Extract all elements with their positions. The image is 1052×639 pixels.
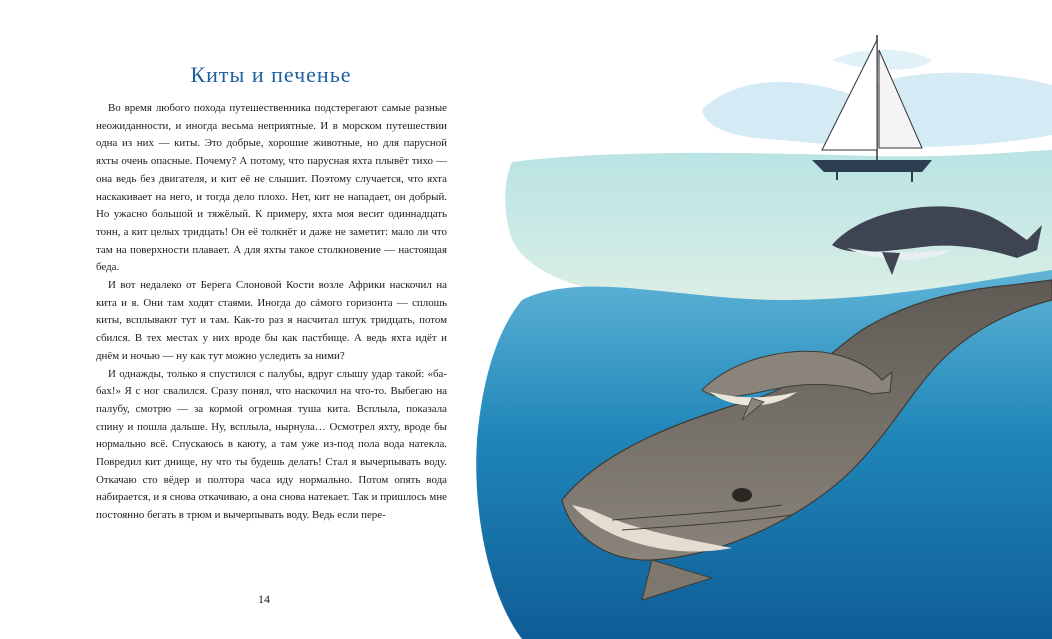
body-text <box>96 100 447 525</box>
left-page <box>0 0 520 639</box>
illustration-svg <box>452 0 1052 639</box>
paragraph: И однажды, только я спустился с палубы, вдруг слышу удар такой: «ба-бах!» Я с ног свалился. Сразу понял, что наскочил на что-то. Выбегаю на палубу, смотрю — за кормой огромная туша кита. Всплыла, показала спину и пошла дальше. Ну, всплыла, нырнула… Осмотрел яхту, вроде бы нормально всё. Спускаюсь в каюту, а там уже из-под пола вода натекла. Повредил кит днище, ну что ты будешь делать! Стал я вычерпывать воду. Откачаю сто вёдер и полтора часа иду нормально. Потом опять вода набирается, и я снова откачиваю, а она снова натекает. Так и пришлось мне постоянно бегать в трюм и вычерпывать воду. Ведь если пере- <box>96 367 447 522</box>
page-title: Киты и печенье <box>190 62 352 87</box>
whale-illustration <box>452 0 1052 639</box>
page-number: 14 <box>258 592 270 606</box>
paragraph: Во время любого похода путешественника подстерегают самые разные неожиданности, и иногда весьма неприятные. И в морском путешествии одна из них — киты. Это добрые, хорошие животные, но для парусной яхты очень опасные. Почему? А потому, что парусная яхта плывёт тихо — она ведь без двигателя, и кит её не слышит. Поэтому случается, что яхта наскакивает на него, и тогда дело плохо. Нет, кит не нападает, он добрый. Но ужасно большой и тяжёлый. К примеру, яхта моя весит одиннадцать тонн, а кит целых тридцать! Он её толкнёт и даже не заметит: мало ли что там на поверхности плавает. А для яхты такое столкновение — настоящая беда. <box>96 102 447 274</box>
paragraph: И вот недалеко от Берега Слоновой Кости возле Африки наскочил на кита и я. Они там ходят стаями. Иногда до сáмого горизонта — сплошь киты, всплывают тут и там. Как-то раз я насчитал штук тридцать, потом сбился. В тех местах у них вроде бы как пастбище. А ведь яхта идёт и днём и ночью — ну как тут можно уследить за ними? <box>96 279 447 362</box>
